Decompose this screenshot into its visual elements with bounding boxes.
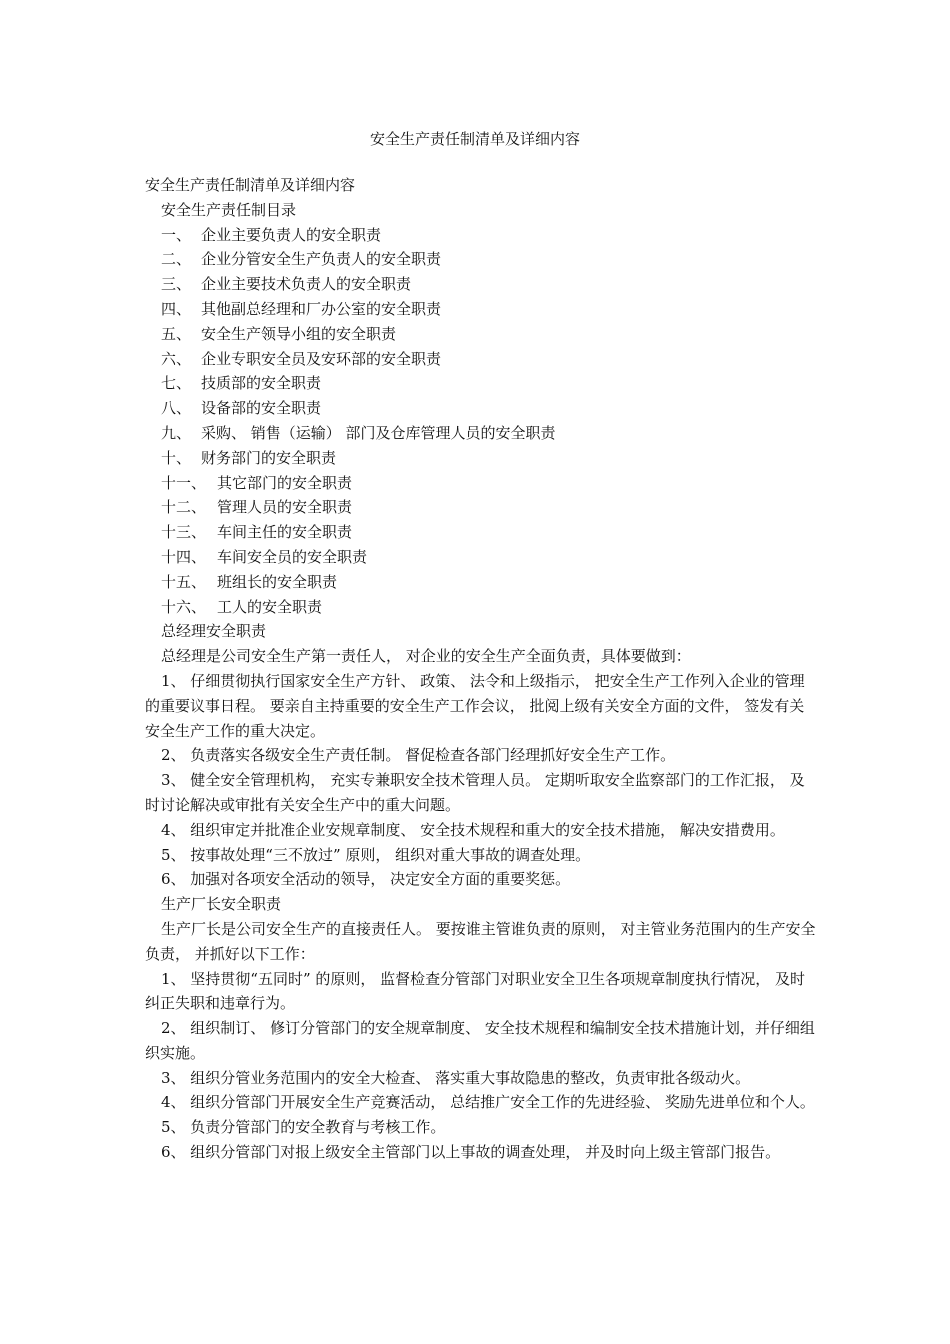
list-item: 5、 按事故处理“三不放过” 原则， 组织对重大事故的调查处理。 [161, 845, 591, 864]
list-item: 4、 组织审定并批准企业安规章制度、 安全技术规程和重大的安全技术措施， 解决安措费用。 [161, 820, 785, 839]
section-intro-pm: 生产厂长是公司安全生产的直接责任人。 要按谁主管谁负责的原则， 对主管业务范围内的生产安全负责， 并抓好以下工作： [145, 919, 816, 963]
toc-item: 十六、 工人的安全职责 [161, 597, 323, 616]
toc-item: 二、 企业分管安全生产负责人的安全职责 [161, 250, 442, 269]
toc-item: 十三、 车间主任的安全职责 [161, 523, 353, 542]
table-of-contents [145, 223, 825, 620]
document-subtitle: 安全生产责任制清单及详细内容 [145, 176, 356, 194]
pm-duties-list [145, 967, 825, 1165]
toc-item: 四、 其他副总经理和厂办公室的安全职责 [161, 299, 442, 318]
toc-heading: 安全生产责任制目录 [161, 200, 297, 219]
list-item: 4、 组织分管部门开展安全生产竞赛活动， 总结推广安全工作的先进经验、 奖励先进单位和个人。 [161, 1093, 815, 1112]
toc-item: 十二、 管理人员的安全职责 [161, 498, 353, 517]
toc-item: 八、 设备部的安全职责 [161, 399, 322, 418]
list-item: 5、 负责分管部门的安全教育与考核工作。 [161, 1118, 446, 1137]
document-title: 安全生产责任制清单及详细内容 [369, 130, 580, 148]
gm-duties-list [145, 669, 825, 892]
section-intro-gm: 总经理是公司安全生产第一责任人， 对企业的安全生产全面负责，具体要做到： [161, 647, 691, 666]
section-heading-gm: 总经理安全职责 [161, 622, 267, 641]
toc-item: 一、 企业主要负责人的安全职责 [161, 225, 382, 244]
toc-item: 六、 企业专职安全员及安环部的安全职责 [161, 349, 442, 368]
toc-item: 十一、 其它部门的安全职责 [161, 473, 353, 492]
toc-item: 九、 采购、 销售（运输） 部门及仓库管理人员的安全职责 [161, 423, 556, 442]
document-body [145, 173, 825, 1165]
toc-item: 十四、 车间安全员的安全职责 [161, 547, 368, 566]
list-item: 1、 坚持贯彻“五同时” 的原则， 监督检查分管部门对职业安全卫生各项规章制度执行情况， 及时纠正失职和违章行为。 [145, 969, 805, 1013]
toc-item: 五、 安全生产领导小组的安全职责 [161, 324, 397, 343]
section-heading-pm: 生产厂长安全职责 [161, 895, 282, 914]
list-item: 3、 组织分管业务范围内的安全大检查、 落实重大事故隐患的整改，负责审批各级动火。 [161, 1068, 751, 1087]
list-item: 1、 仔细贯彻执行国家安全生产方针、 政策、 法令和上级指示， 把安全生产工作列入企业的管理的重要议事日程。 要亲自主持重要的安全生产工作会议， 批阅上级有关安全方面的文件， 签发有关安全生产工作的重大决定。 [145, 671, 805, 740]
toc-item: 七、 技质部的安全职责 [161, 374, 322, 393]
list-item: 6、 组织分管部门对报上级安全主管部门以上事故的调查处理， 并及时向上级主管部门报告。 [161, 1143, 781, 1162]
toc-item: 十、 财务部门的安全职责 [161, 448, 337, 467]
toc-item: 三、 企业主要技术负责人的安全职责 [161, 275, 412, 294]
list-item: 6、 加强对各项安全活动的领导， 决定安全方面的重要奖惩。 [161, 870, 571, 889]
list-item: 2、 组织制订、 修订分管部门的安全规章制度、 安全技术规程和编制安全技术措施计划，并仔细组织实施。 [145, 1019, 815, 1062]
toc-item: 十五、 班组长的安全职责 [161, 572, 338, 591]
list-item: 2、 负责落实各级安全生产责任制。 督促检查各部门经理抓好安全生产工作。 [161, 746, 676, 765]
list-item: 3、 健全安全管理机构， 充实专兼职安全技术管理人员。 定期听取安全监察部门的工作汇报， 及时讨论解决或审批有关安全生产中的重大问题。 [145, 771, 805, 814]
